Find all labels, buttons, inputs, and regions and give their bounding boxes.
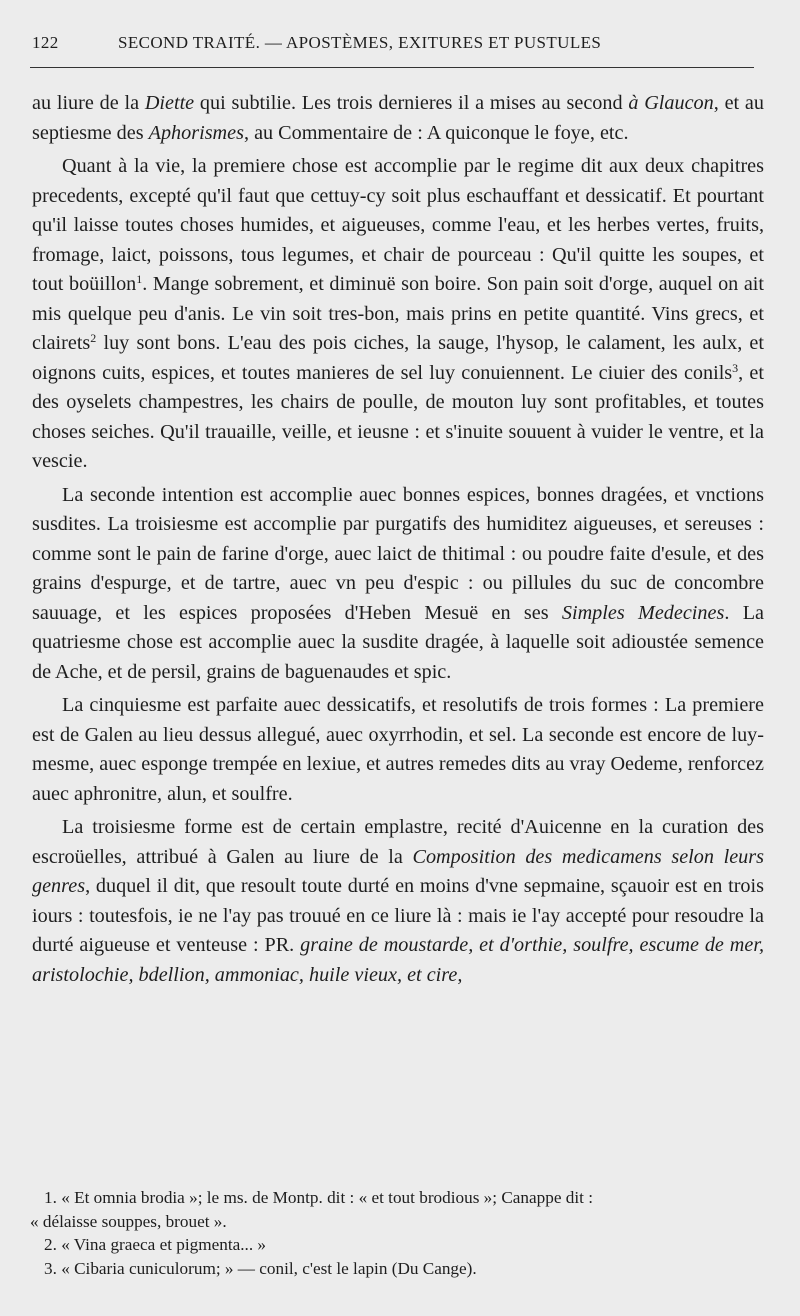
main-text (32, 89, 764, 990)
paragraph-3 (32, 481, 764, 688)
text-run: luy sont bons. L'eau des pois ciches, la sauge, l'hysop, le calament, les aulx, et oignons cuits, espices, et toutes manieres de sel luy conuiennent. Le ciuier des conils (32, 332, 764, 384)
paragraph-4 (32, 691, 764, 809)
text-run: Quant à la vie, la premiere chose est accomplie par le regime dit aux deux chapitres precedents, excepté qu'il faut que cettuy-cy soit plus eschauffant et dessicatif. Et pourtant qu'il laisse toutes choses humides, et aigueuses, comme l'eau, et les herbes vertes, fruits, fromage, laict, poissons, tous legumes, et chair de pourceau : Qu'il quitte les soupes, et tout boüillon (32, 155, 764, 295)
italic-title: Aphorismes (148, 121, 244, 144)
paragraph-1 (32, 89, 764, 148)
italic-title: Composition des medicamens selon leurs genres (32, 845, 764, 897)
running-title: SECOND TRAITÉ. — APOSTÈMES, EXITURES ET PUSTULES (118, 33, 602, 52)
italic-recipe: graine de moustarde, et d'orthie, soulfre, escume de mer, aristolochie, bdellion, ammoniac, huile vieux, et cire, (32, 934, 764, 986)
text-run: . La quatriesme chose est accomplie auec la susdite dragée, à laquelle soit adioustée semence de Ache, et de persil, grains de baguenaudes et spic. (32, 601, 764, 683)
footnote-marker[interactable]: 3 (732, 360, 739, 375)
text-run: La seconde intention est accomplie auec bonnes espices, bonnes dragées, et vnctions susdites. La troisiesme est accomplie par purgatifs des humiditez aigueuses, et sereuses : comme sont le pain de farine d'orge, auec laict de thitimal : ou poudre faite d'esule, et des grains d'espurge, et de tartre, auec vn peu d'espic : ou pillules du suc de concombre sauuage, et les espices proposées d'Heben Mesuë en ses (32, 483, 764, 624)
footnote-1-continuation: « délaisse souppes, brouet ». (30, 1211, 227, 1231)
header-rule (30, 67, 754, 68)
footnotes (30, 1186, 774, 1280)
text-run: , et au septiesme des (32, 92, 764, 144)
text-run: La cinquiesme est parfaite auec dessicatifs, et resolutifs de trois formes : La premiere est de Galen au lieu dessus allegué, auec oxyrrhodin, et sel. La seconde est encore de luy-mesme, auec esponge trempée en lexiue, et autres remedes dits au vray Oedeme, renforcez auec aphronitre, alun, et soulfre. (32, 694, 765, 805)
text-run: au liure de la (32, 92, 145, 114)
text-run: , au Commentaire de : A quiconque le foye, etc. (243, 121, 629, 144)
footnote-3: 3. « Cibaria cuniculorum; » — conil, c'est le lapin (Du Cange). (44, 1258, 477, 1278)
text-run: qui subtilie. Les trois dernieres il a mises au second (194, 92, 629, 114)
footnote-2: 2. « Vina graeca et pigmenta... » (44, 1235, 267, 1254)
page-number: 122 (32, 33, 59, 52)
text-run: , et des oyselets champestres, les chairs de poulle, de mouton luy sont profitables, et toutes choses seiches. Qu'il trauaille, veille, et ieusne : et s'inuite souuent à vuider le ventre, et la vescie. (32, 361, 764, 472)
text-run: La troisiesme forme est de certain emplastre, recité d'Auicenne en la curation des escroüelles, attribué à Galen au liure de la (32, 816, 764, 868)
running-head (32, 33, 754, 59)
italic-title: à Glaucon (628, 92, 714, 114)
italic-title: Diette (144, 92, 195, 114)
paragraph-5 (32, 813, 764, 990)
text-run: . Mange sobrement, et diminuë son boire. Son pain soit d'orge, auquel on ait mis quelque peu d'anis. Le vin soit tres-bon, mais prins en petite quantité. Vins grecs, et clairets (32, 273, 765, 354)
text-run: , duquel il dit, que resoult toute durté en moins d'vne sepmaine, sçauoir est en trois iours : toutesfois, ie ne l'ay pas trouué en ce liure là : mais ie l'ay accepté pour resoudre la durté aigueuse et venteuse : PR. (32, 875, 764, 956)
footnote-marker[interactable]: 1 (136, 272, 143, 286)
italic-title: Simples Medecines (561, 601, 725, 624)
footnote-marker[interactable]: 2 (90, 331, 97, 345)
footnote-1: 1. « Et omnia brodia »; le ms. de Montp. dit : « et tout brodious »; Canappe dit : (44, 1188, 593, 1207)
paragraph-2 (32, 152, 764, 477)
